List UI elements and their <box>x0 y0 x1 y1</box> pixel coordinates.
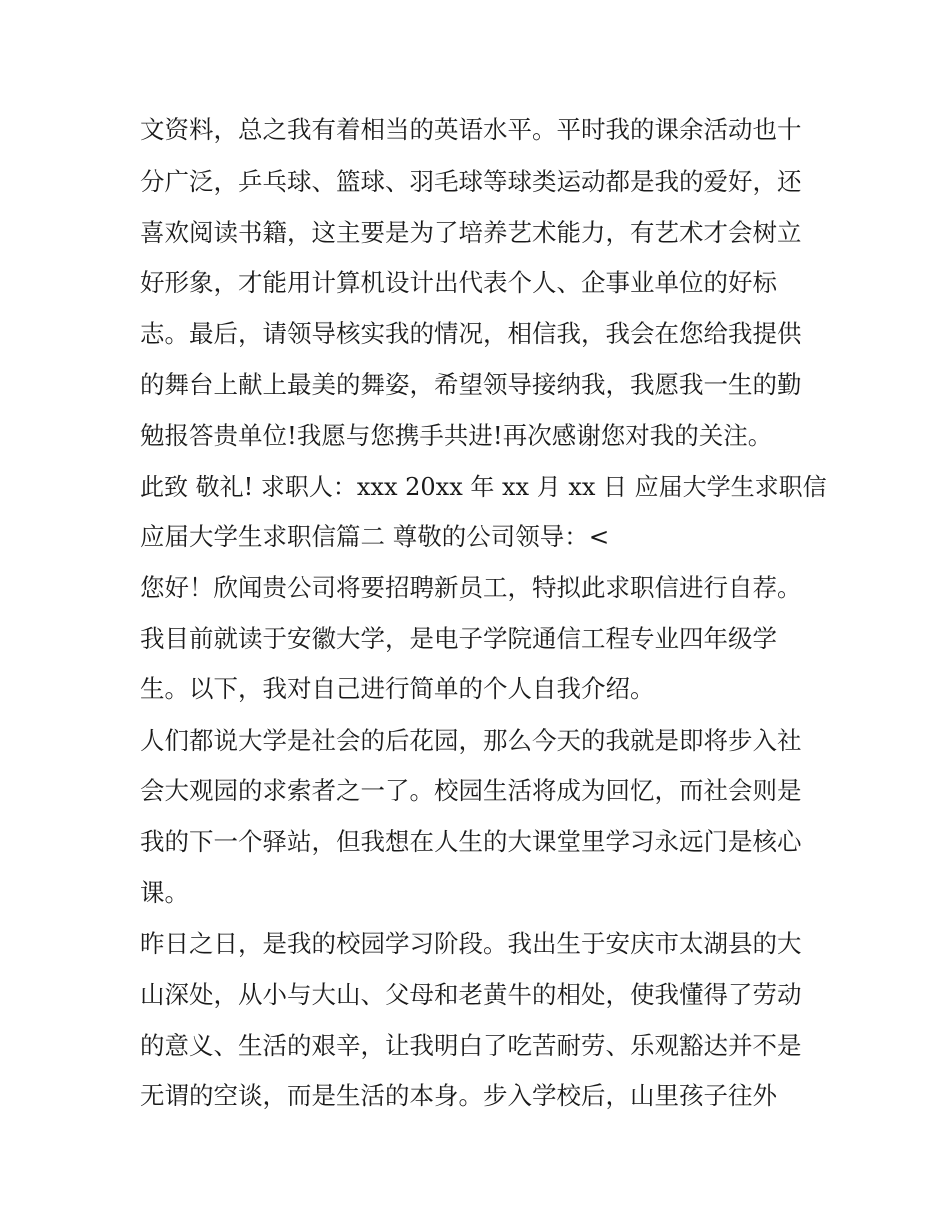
text-line: 课。 <box>140 878 189 907</box>
text-line: 应届大学生求职信篇二 尊敬的公司领导：< <box>140 522 610 551</box>
text-line: 勉报答贵单位!我愿与您携手共进!再次感谢您对我的关注。 <box>140 421 773 450</box>
text-line: 生。以下，我对自己进行简单的个人自我介绍。 <box>140 674 655 703</box>
text-line: 您好！欣闻贵公司将要招聘新员工，特拟此求职信进行自荐。 <box>140 573 802 602</box>
text-line: 山深处，从小与大山、父母和老黄牛的相处，使我懂得了劳动 <box>140 980 802 1009</box>
text-line: 分广泛，乒乓球、篮球、羽毛球等球类运动都是我的爱好，还 <box>140 167 802 196</box>
text-line: 我的下一个驿站，但我想在人生的大课堂里学习永远门是核心 <box>140 827 802 856</box>
text-line: 好形象，才能用计算机设计出代表个人、企事业单位的好标 <box>140 268 777 297</box>
text-line: 喜欢阅读书籍，这主要是为了培养艺术能力，有艺术才会树立 <box>140 218 802 247</box>
text-line: 我目前就读于安徽大学，是电子学院通信工程专业四年级学 <box>140 624 777 653</box>
text-line: 人们都说大学是社会的后花园，那么今天的我就是即将步入社 <box>140 726 802 755</box>
text-line: 的意义、生活的艰辛，让我明白了吃苦耐劳、乐观豁达并不是 <box>140 1031 802 1060</box>
text-line: 此致 敬礼! 求职人：xxx 20xx 年 xx 月 xx 日 应届大学生求职信 <box>140 473 827 501</box>
text-line: 会大观园的求索者之一了。校园生活将成为回忆，而社会则是 <box>140 776 802 805</box>
text-line: 文资料，总之我有着相当的英语水平。平时我的课余活动也十 <box>140 115 802 144</box>
text-line: 的舞台上献上最美的舞姿，希望领导接纳我，我愿我一生的勤 <box>140 370 802 399</box>
text-line: 昨日之日，是我的校园学习阶段。我出生于安庆市太湖县的大 <box>140 929 802 958</box>
text-line: 无谓的空谈，而是生活的本身。步入学校后，山里孩子往外 <box>140 1081 777 1110</box>
text-line: 志。最后，请领导核实我的情况，相信我，我会在您给我提供 <box>140 319 802 348</box>
